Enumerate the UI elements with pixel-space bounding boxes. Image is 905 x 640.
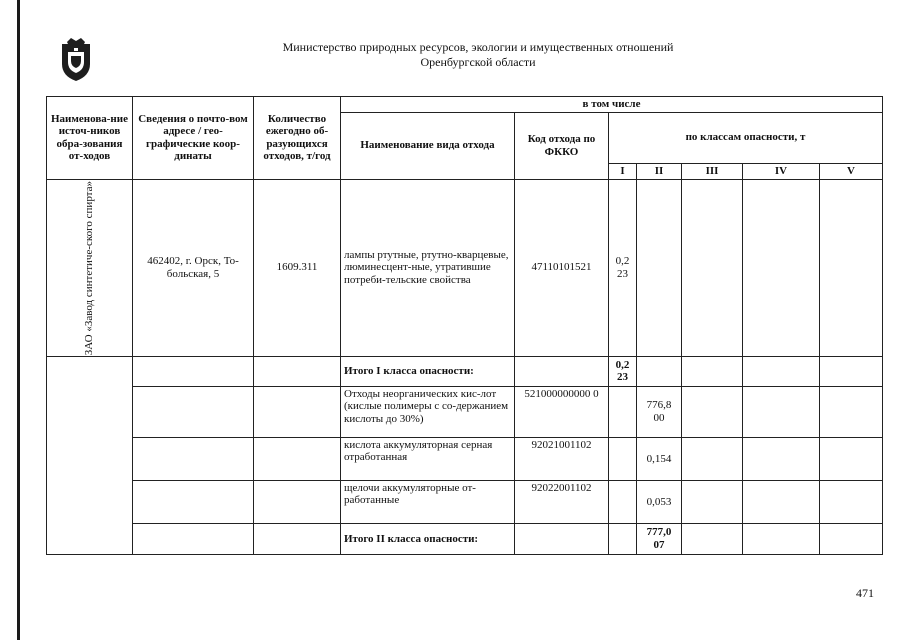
class-1-value: [609, 523, 637, 554]
waste-name-cell: щелочи аккумуляторные от-работанные: [341, 480, 515, 523]
ministry-name: Министерство природных ресурсов, экологии и имущественных отношений: [282, 40, 674, 54]
quantity-cell: [254, 523, 341, 554]
fkko-code-cell: 92022001102: [515, 480, 609, 523]
class-5-value: [820, 386, 883, 437]
class-4-value: [743, 437, 820, 480]
class-3-value: [682, 356, 743, 386]
table-row: [47, 523, 883, 554]
class-5-value: [820, 179, 883, 356]
fkko-code-cell: 47110101521: [515, 179, 609, 356]
class-2-value: 0,053: [637, 480, 682, 523]
class-3-value: [682, 480, 743, 523]
table-row: [47, 356, 883, 386]
header-class-2: II: [637, 163, 682, 179]
address-cell: 462402, г. Орск, То-больская, 5: [133, 179, 254, 356]
class-4-value: [743, 356, 820, 386]
waste-name-cell: кислота аккумуляторная серная отработанная: [341, 437, 515, 480]
class-3-value: [682, 523, 743, 554]
scan-margin-line: [17, 0, 20, 640]
page-number: 471: [856, 586, 874, 600]
address-cell: [133, 480, 254, 523]
header-quantity: Количество ежегодно об-разующихся отходов, т/год: [254, 97, 341, 180]
class-5-value: [820, 356, 883, 386]
total-class-2-value: 777,0 07: [637, 523, 682, 554]
class-3-value: [682, 179, 743, 356]
source-cell: [47, 179, 133, 356]
class-3-value: [682, 437, 743, 480]
waste-name-cell: лампы ртутные, ртутно-кварцевые, люминесцент-ные, утратившие потреби-тельские свойства: [341, 179, 515, 356]
header-class-3: III: [682, 163, 743, 179]
region-name: Оренбургской области: [420, 55, 536, 69]
quantity-cell: [254, 356, 341, 386]
fkko-code-cell: [515, 523, 609, 554]
table-row: [47, 437, 883, 480]
class-3-value: [682, 386, 743, 437]
header-address: Сведения о почто-вом адресе / гео-графические коор-динаты: [133, 97, 254, 180]
header-fkko-code: Код отхода по ФККО: [515, 112, 609, 179]
source-name: ЗАО «Завод синтетиче-ского спирта»: [83, 180, 95, 355]
header-class-5: V: [820, 163, 883, 179]
quantity-cell: [254, 437, 341, 480]
class-1-value: [609, 437, 637, 480]
class-1-value: 0,2 23: [609, 179, 637, 356]
quantity-cell: [254, 386, 341, 437]
header-class-1: I: [609, 163, 637, 179]
fkko-code-cell: [515, 356, 609, 386]
waste-table: [46, 96, 883, 555]
source-cell-continued: [47, 356, 133, 554]
total-class-1-value: 0,2 23: [609, 356, 637, 386]
table-row: [47, 480, 883, 523]
class-4-value: [743, 480, 820, 523]
class-2-value: [637, 356, 682, 386]
quantity-cell: [254, 480, 341, 523]
class-5-value: [820, 480, 883, 523]
quantity-cell: 1609.311: [254, 179, 341, 356]
header-including: в том числе: [341, 97, 883, 113]
total-class-2-label: Итого II класса опасности:: [341, 523, 515, 554]
class-4-value: [743, 523, 820, 554]
header-by-class: по классам опасности, т: [609, 112, 883, 163]
class-2-value: 776,8 00: [637, 386, 682, 437]
fkko-code-cell: 92021001102: [515, 437, 609, 480]
address-cell: [133, 437, 254, 480]
header-waste-name: Наименование вида отхода: [341, 112, 515, 179]
document-header: [250, 40, 706, 70]
table-row: [47, 179, 883, 356]
fkko-code-cell: 521000000000 0: [515, 386, 609, 437]
waste-name-cell: Отходы неорганических кис-лот (кислые полимеры с со-держанием кислоты до 30%): [341, 386, 515, 437]
class-5-value: [820, 523, 883, 554]
class-1-value: [609, 386, 637, 437]
class-1-value: [609, 480, 637, 523]
class-4-value: [743, 386, 820, 437]
address-cell: [133, 523, 254, 554]
address-cell: [133, 356, 254, 386]
table-row: [47, 386, 883, 437]
header-class-4: IV: [743, 163, 820, 179]
header-source: Наименова-ние источ-ников обра-зования от-ходов: [47, 97, 133, 180]
class-2-value: 0,154: [637, 437, 682, 480]
address-cell: [133, 386, 254, 437]
coat-of-arms-icon: [58, 38, 94, 82]
class-2-value: [637, 179, 682, 356]
total-class-1-label: Итого I класса опасности:: [341, 356, 515, 386]
class-5-value: [820, 437, 883, 480]
class-4-value: [743, 179, 820, 356]
